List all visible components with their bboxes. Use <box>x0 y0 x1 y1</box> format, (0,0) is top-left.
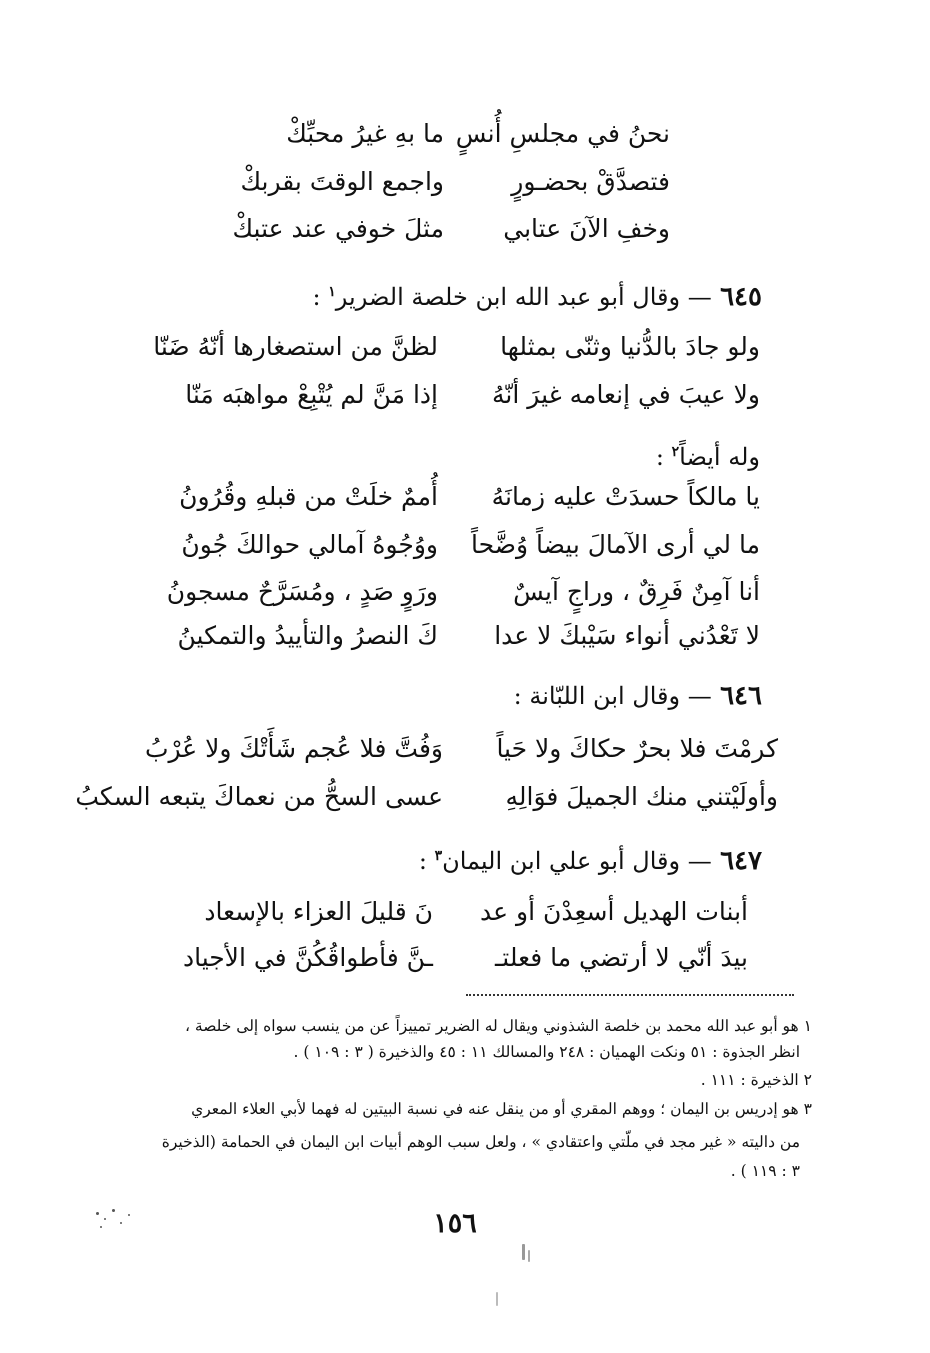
section-number: ٦٤٧ <box>720 846 762 876</box>
verse-first-hemistich: وخفِ الآنَ عتابي <box>503 214 670 243</box>
verse-line <box>150 523 760 567</box>
verse-line <box>150 570 760 614</box>
section-heading-647 <box>419 836 762 881</box>
colon: : <box>312 283 329 311</box>
section-heading-645 <box>313 272 762 317</box>
footnote-marker: ٢ <box>671 444 680 460</box>
colon: : <box>418 847 435 875</box>
verse-second-hemistich: لظنَّ من استصغارها أنّهُ ضَنّا <box>153 332 438 361</box>
verse-first-hemistich: ولا عيبَ في إنعامه غيرَ أنّهُ <box>492 380 760 409</box>
section-heading-also <box>656 432 760 477</box>
footnote-line: ١ هو أبو عبد الله محمد بن خلصة الشذوني ويقال له الضرير تمييزاً عن من ينسب سواه إلى خلصة ، <box>184 1017 812 1035</box>
verse-first-hemistich: لا تَعْدُني أنواء سَيْبكَ لا عدا <box>494 621 760 650</box>
verse-second-hemistich: إذا مَنَّ لم يُتْبِعْ مواهبَه مَنّا <box>185 380 438 409</box>
verse-first-hemistich: بيدَ أنّي لا أرتضي ما فعلتـ <box>494 943 748 972</box>
verse-first-hemistich: أبنات الهديل أسعِدْنَ أو عد <box>480 897 748 926</box>
section-intro: — وقال أبو علي ابن اليمان <box>442 847 712 875</box>
verse-first-hemistich: وأولَيْتني منك الجميلَ فوَالِهِ <box>505 782 778 811</box>
section-number: ٦٤٦ <box>720 681 762 711</box>
section-number: ٦٤٥ <box>720 282 762 312</box>
section-intro: وله أيضاً <box>679 443 760 471</box>
verse-second-hemistich: واجمع الوقتَ بقربكْ <box>240 167 444 196</box>
verse-line <box>230 207 670 251</box>
verse-second-hemistich: كَ النصرُ والتأييدُ والتمكينُ <box>177 621 438 650</box>
verse-second-hemistich: أُممٌ خلَتْ من قبلهِ وقُرُونُ <box>179 482 438 511</box>
verse-line <box>230 112 670 156</box>
verse-line <box>118 727 778 771</box>
verse-first-hemistich: كرمْتَ فلا بحرٌ حكاكَ ولا حَياً <box>496 734 778 763</box>
verse-first-hemistich: فتصدَّقْ بحضـورٍ <box>511 167 670 196</box>
verse-line <box>150 475 760 519</box>
verse-second-hemistich: ـنَّ فأطواقُكُنَّ في الأجياد <box>182 943 433 972</box>
verse-first-hemistich: أنا آمِنٌ فَرِقٌ ، وراجٍ آيسٌ <box>513 577 760 606</box>
verse-line <box>148 936 748 980</box>
verse-second-hemistich: وَفُتَّ فلا عُجم شَأَتْكَ ولا عُرْبُ <box>144 734 443 763</box>
verse-line <box>230 160 670 204</box>
section-intro: — وقال أبو عبد الله ابن خلصة الضرير <box>335 283 712 311</box>
verse-second-hemistich: ورَوٍ صَدٍ ، ومُسَرَّحٌ مسجونُ <box>166 577 438 606</box>
colon: : <box>655 443 672 471</box>
verse-first-hemistich: ما لي أرى الآمالَ بيضاً وُضَّحاً <box>470 530 760 559</box>
verse-second-hemistich: ووُجُوهُ آمالي حوالكَ جُونُ <box>181 530 438 559</box>
verse-first-hemistich: يا مالكاً حسدَتْ عليه زمانَهُ <box>491 482 760 511</box>
verse-second-hemistich: نَ قليلَ العزاء بالإسعاد <box>204 897 433 926</box>
verse-second-hemistich: عسى السحُّ من نعماكَ يتبعه السكبُ <box>75 782 443 811</box>
footnote-marker: ٣ <box>434 848 443 864</box>
footnote-line: ٣ هو إدريس بن اليمان ؛ ووهم المقري أو من ينقل عنه في نسبة البيتين له فهما لأبي العلاء المعري <box>191 1100 812 1118</box>
footnote-line: ٣ : ١١٩ ) . <box>730 1162 800 1180</box>
verse-first-hemistich: نحنُ في مجلسِ أُنسٍ <box>455 119 670 148</box>
page-number: ١٥٦ <box>433 1208 477 1239</box>
section-intro: — وقال ابن اللبّانة : <box>513 682 712 710</box>
verse-line <box>150 614 760 658</box>
verse-second-hemistich: ما بهِ غيرُ محبِّكْ <box>286 119 444 148</box>
verse-line <box>148 890 748 934</box>
footnote-line: انظر الجذوة : ٥١ ونكت الهميان : ٢٤٨ والمسالك ١١ : ٤٥ والذخيرة ( ٣ : ١٠٩ ) . <box>293 1043 800 1061</box>
verse-line <box>150 325 760 369</box>
footnote-marker: ١ <box>328 284 336 300</box>
verse-line <box>75 775 778 819</box>
footnote-line: من داليته « غير مجد في ملّتي واعتقادي » ، ولعل سبب الوهم أبيات ابن اليمان في الحمامة (الذخيرة <box>161 1133 800 1151</box>
verse-second-hemistich: مثلَ خوفي عند عتبكْ <box>232 214 444 243</box>
footnote-divider <box>466 994 794 996</box>
verse-line <box>150 373 760 417</box>
section-heading-646 <box>514 676 762 716</box>
footnote-line: ٢ الذخيرة : ١١١ . <box>700 1071 812 1089</box>
verse-first-hemistich: ولو جادَ بالدُّنيا وثنّى بمثلها <box>500 332 760 361</box>
